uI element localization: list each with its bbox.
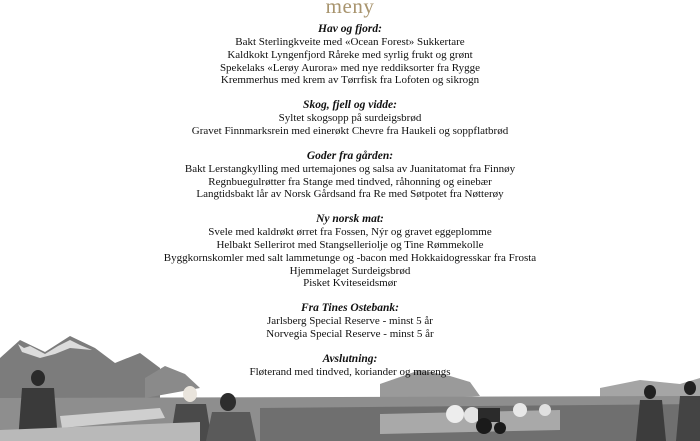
section-heading: Skog, fjell og vidde: (303, 99, 397, 112)
menu-section (0, 23, 700, 87)
menu-item: Byggkornskomler med salt lammetunge og -bacon med Hokkaidogresskar fra Frosta (163, 251, 537, 264)
menu-item: Svele med kaldrøkt ørret fra Fossen, Nýr og gravet eggeplomme (208, 226, 492, 239)
menu-item: Jarlsberg Special Reserve - minst 5 år (267, 315, 433, 328)
menu-item: Norvegia Special Reserve - minst 5 år (266, 327, 434, 340)
section-heading: Ny norsk mat: (316, 213, 384, 226)
menu-item: Kaldkokt Lyngenfjord Råreke med syrlig frukt og grønt (227, 48, 473, 61)
section-heading: Avslutning: (322, 352, 378, 365)
menu-item: Helbakt Sellerirot med Stangselleriolje og Tine Rømmekolle (216, 238, 484, 251)
menu-item: Langtidsbakt lår av Norsk Gårdsand fra Re med Søtpotet fra Nøtterøy (196, 188, 504, 201)
section-heading: Hav og fjord: (318, 23, 382, 35)
menu-section (0, 302, 700, 341)
menu-item: Kremmerhus med krem av Tørrfisk fra Lofoten og sikrogn (220, 74, 480, 87)
menu-section (0, 353, 700, 379)
menu-item: Pisket Kviteseidsmør (303, 277, 397, 290)
menu-section (0, 213, 700, 290)
menu-section (0, 150, 700, 201)
menu-item: Spekelaks «Lerøy Aurora» med nye reddiksorter fra Rygge (219, 61, 481, 74)
menu-item: Fløterand med tindved, koriander og marengs (249, 365, 451, 378)
menu-item: Syltet skogsopp på surdeigsbrød (278, 112, 422, 125)
menu-section (0, 99, 700, 138)
section-heading: Goder fra gården: (306, 149, 394, 162)
menu-item: Regnbuegulrøtter fra Stange med tindved, råhonning og einebær (208, 175, 492, 188)
menu-title: meny (325, 0, 375, 18)
menu-item: Gravet Finnmarksrein med einerøkt Chevre fra Haukeli og soppflatbrød (191, 124, 509, 137)
menu-item: Bakt Sterlingkveite med «Ocean Forest» Sukkertare (235, 36, 465, 48)
menu-item: Hjemmelaget Surdeigsbrød (289, 264, 411, 277)
section-heading: Fra Tines Ostebank: (301, 302, 399, 315)
menu-item: Bakt Lerstangkylling med urtemajones og salsa av Juanitatomat fra Finnøy (184, 162, 516, 175)
